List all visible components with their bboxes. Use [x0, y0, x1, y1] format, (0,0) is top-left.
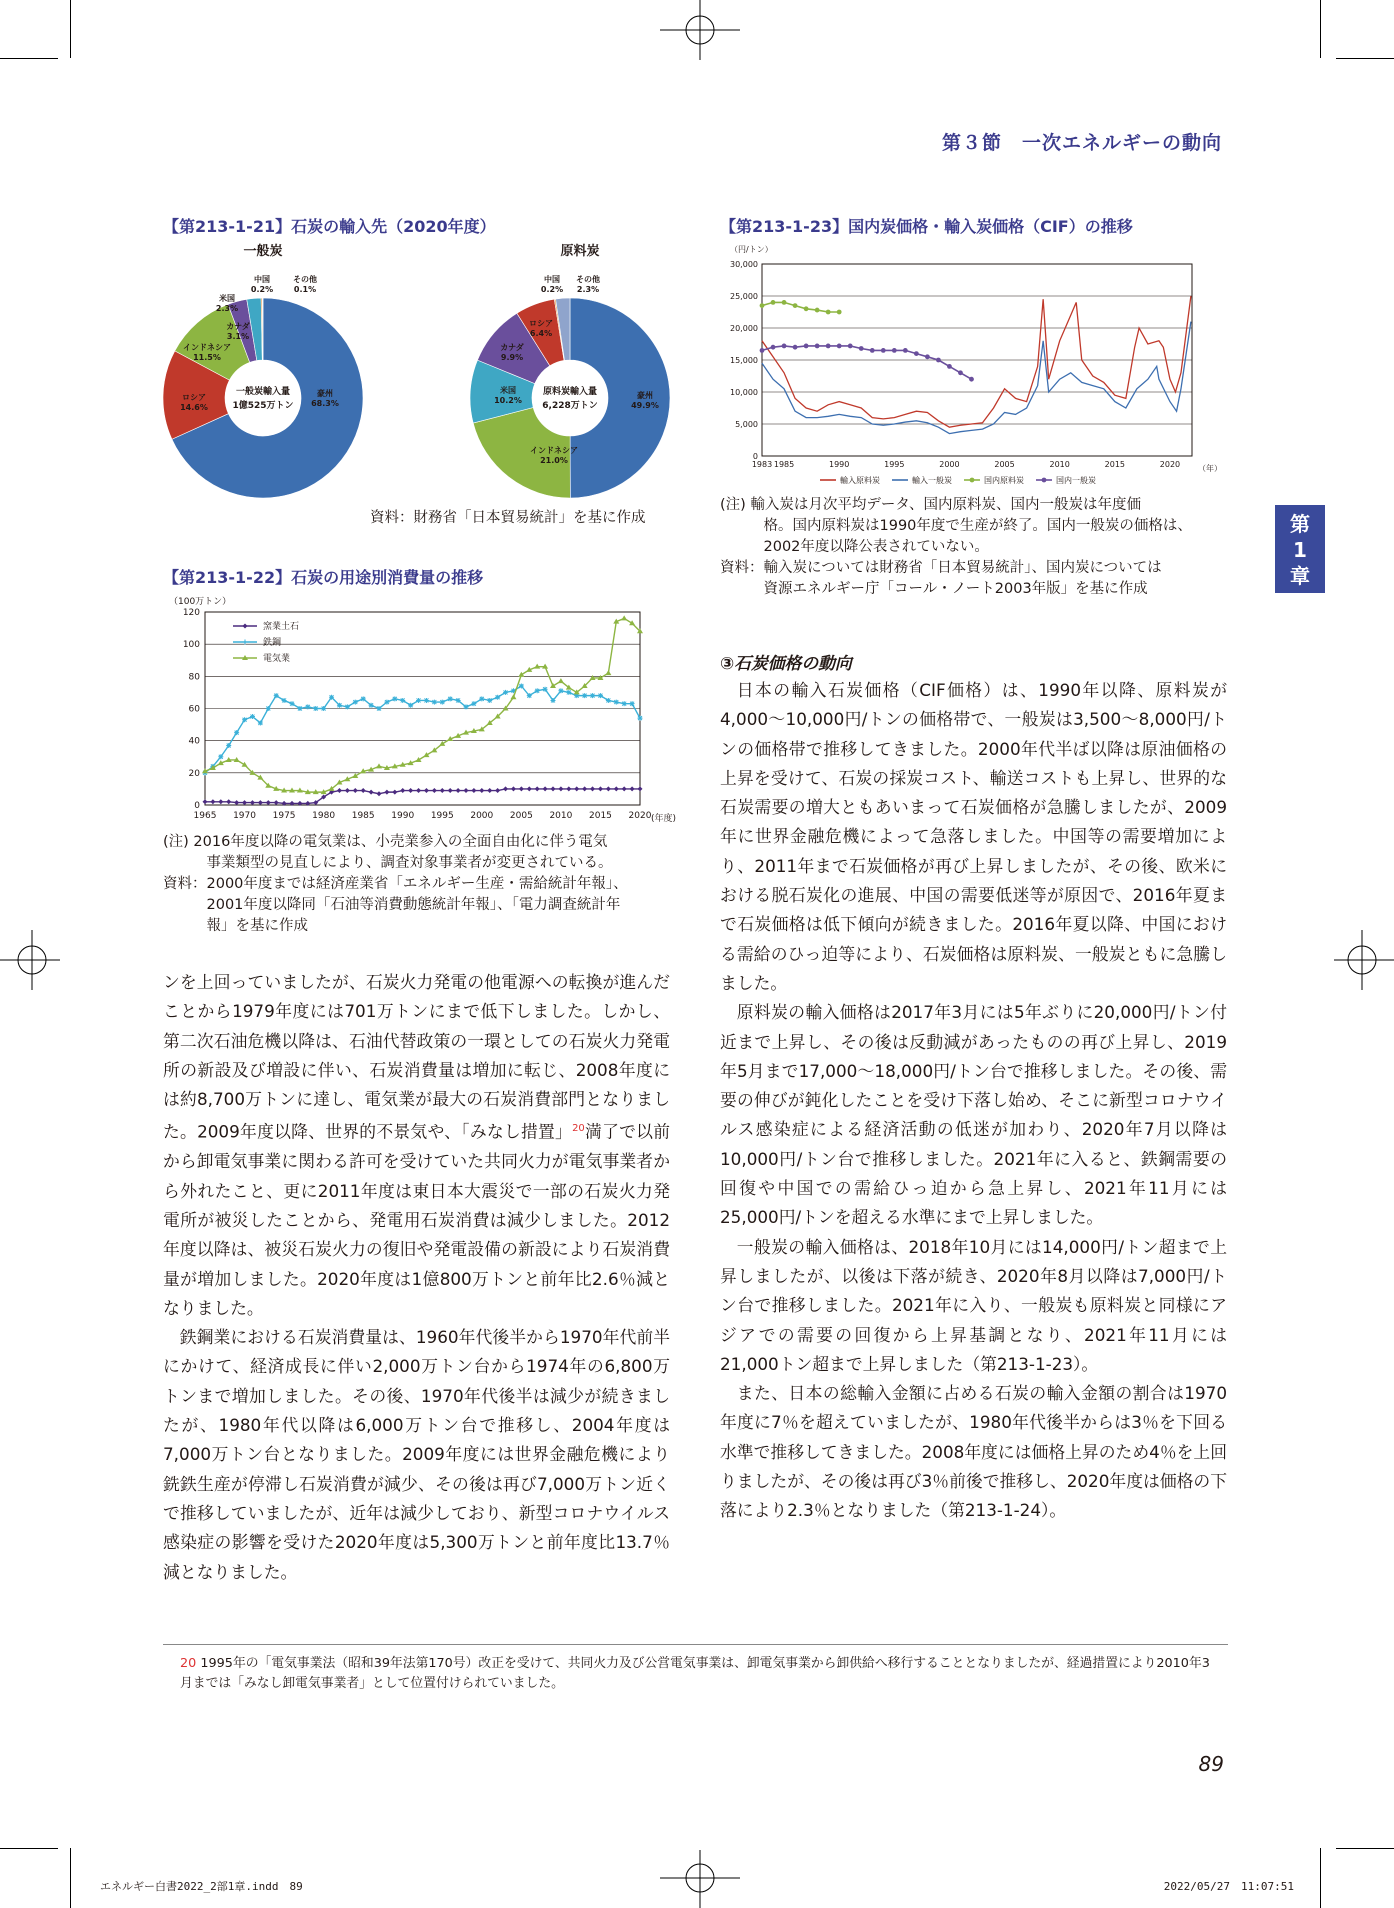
fig22-title: 【第213-1-22】石炭の用途別消費量の推移: [163, 568, 484, 587]
data-point: [881, 348, 886, 353]
x-tick-label: 1995: [430, 811, 454, 821]
data-point: [804, 306, 809, 311]
y-tick-label: 20: [188, 768, 200, 779]
pie-left-center-1: 一般炭輸入量: [235, 387, 291, 397]
x-tick-label: 1990: [828, 460, 850, 469]
fig21-title: 【第213-1-21】石炭の輸入先（2020年度）: [163, 217, 496, 236]
data-point: [793, 303, 798, 308]
y-tick-label: 120: [182, 608, 200, 618]
pie-slice-label: カナダ: [500, 343, 524, 352]
y-tick-label: 100: [182, 640, 200, 651]
data-point: [870, 348, 875, 353]
legend-label: 輸入一般炭: [912, 476, 952, 485]
data-point: [638, 716, 643, 721]
body-right-para-4: また、日本の総輸入金額に占める石炭の輸入金額の割合は1970年度に7％を超えていましたが、1980年代後半からは3％を下回る水準で推移してきました。2008年度には価格上昇のため4％を上回りましたが、その後は再び3％前後で推移し、2020年度は価格の下落により2.3％となりました（第213-1-24）。: [720, 1383, 1227, 1521]
data-point: [345, 704, 350, 709]
data-point: [282, 698, 287, 703]
data-point: [947, 364, 952, 369]
data-point: [771, 300, 776, 305]
data-point: [543, 687, 548, 692]
fig21-pie-charts: [160, 238, 680, 500]
pie-slice-label: 中国: [544, 275, 560, 284]
pie-slice-value: 0.2%: [540, 285, 564, 294]
data-point: [250, 714, 255, 719]
subhead-coal-price: ③石炭価格の動向: [720, 653, 852, 673]
footnote-divider: [163, 1644, 1228, 1645]
data-point: [464, 704, 469, 709]
data-point: [448, 696, 453, 701]
x-tick-label: 1995: [884, 460, 905, 469]
legend-marker: [970, 478, 975, 483]
data-point: [969, 377, 974, 382]
fig22-notes: (注) 2016年度以降の電気業は、小売業参入の全面自由化に伴う電気 事業類型の見直しにより、調査対象事業者が変更されている。 資料：2000年度までは経済産業省「エネルギー生産・需給統計年報」、 2001年度以降同「石油等消費動態統計年報」、「電力調査統計年 報」を基に作成: [163, 834, 628, 934]
fig23-title: 【第213-1-23】国内炭価格・輸入炭価格（CIF）の推移: [720, 217, 1133, 236]
y-tick-label: 80: [188, 672, 200, 683]
x-tick-label: 2000: [939, 460, 960, 469]
data-point: [416, 698, 421, 703]
footnote: [180, 1654, 1220, 1694]
data-point: [535, 688, 540, 693]
x-tick-label: 2005: [994, 460, 1015, 469]
data-point: [760, 303, 765, 308]
registration-mark-left: [0, 930, 60, 990]
data-point: [815, 308, 820, 313]
data-point: [848, 344, 853, 349]
data-point: [566, 690, 571, 695]
pie-slice-value: 0.1%: [293, 285, 317, 294]
chapter-tab: 第 1 章: [1275, 505, 1325, 593]
data-point: [234, 730, 239, 735]
y-tick-label: 40: [188, 736, 200, 747]
data-point: [582, 693, 587, 698]
data-point: [329, 695, 334, 700]
data-point: [400, 698, 405, 703]
x-tick-label: 2015: [589, 811, 612, 821]
fig21-source: 資料：財務省「日本貿易統計」を基に作成: [370, 510, 646, 526]
data-point: [527, 693, 532, 698]
y-tick-label: 30,000: [730, 260, 758, 269]
body-text-left: [163, 968, 670, 1587]
data-point: [837, 310, 842, 315]
data-point: [424, 698, 429, 703]
data-point: [274, 693, 279, 698]
pie-slice-value: 2.3%: [576, 285, 600, 294]
x-tick-label: 1985: [773, 460, 795, 469]
pie-slice-value: 3.1%: [226, 332, 250, 341]
pie-slice-value: 21.0%: [540, 456, 568, 465]
data-point: [590, 693, 595, 698]
data-point: [353, 700, 358, 705]
body-right-para-3: 一般炭の輸入価格は、2018年10月には14,000円/トン超まで上昇しましたが、以後は下落が続き、2020年8月以降は7,000円/トン台で推移しました。2021年に入り、一般炭も原料炭と同様にアジアでの需要の回復から上昇基調となり、2021年11月には21,000トン超まで上昇しました（第213-1-23）。: [720, 1236, 1227, 1374]
pie-slice-label: ロシア: [182, 393, 206, 402]
data-point: [258, 720, 263, 725]
pie-left-center-2: 1億525万トン: [232, 401, 294, 411]
pie-slice-value: 0.2%: [250, 285, 274, 294]
registration-mark-bottom: [660, 1850, 740, 1908]
data-point: [914, 351, 919, 356]
fig22-line-chart: [163, 592, 683, 824]
body-right-para-1: 日本の輸入石炭価格（CIF価格）は、1990年以降、原料炭が4,000～10,000円/トンの価格帯で、一般炭は3,500～8,000円/トンの価格帯で推移してきました。2000年代半ば以降は原油価格の上昇を受けて、石炭の採炭コスト、輸送コストも上昇し、世界的な石炭需要の増大ともあいまって石炭価格が急騰しましたが、2009年に世界金融危機によって急落しました。中国等の需要増加により、2011年まで石炭価格が再び上昇しましたが、その後、欧米における脱石炭化の進展、中国の需要低迷等が原因で、2016年夏まで石炭価格は低下傾向が続きました。2016年夏以降、中国における需給のひっ迫等により、石炭価格は原料炭、一般炭ともに急騰しました。: [720, 680, 1227, 993]
x-tick-label: 2005: [509, 811, 533, 821]
y-tick-label: 0: [752, 452, 758, 461]
footnote-ref-20[interactable]: 20: [572, 1123, 585, 1135]
data-point: [337, 703, 342, 708]
y-tick-label: 0: [194, 801, 200, 811]
pie-right: [470, 274, 670, 498]
footnote-number: 20: [180, 1656, 197, 1671]
body-right-para-2: 原料炭の輸入価格は2017年3月には5年ぶりに20,000円/トン付近まで上昇し、その後は反動減があったものの再び上昇し、2019年5月まで17,000～18,000円/トン台で推移しました。その後、需要の伸びが鈍化したことを受け下落し始め、そこに新型コロナウイルス感染症による経済活動の低迷が加わり、2020年7月以降は10,000円/トン台で推移しました。2021年に入ると、鉄鋼需要の回復や中国での需給ひっ迫から急上昇し、2021年11月には25,000円/トンを超える水準にまで上昇しました。: [720, 1002, 1227, 1228]
fig23-line-chart: [720, 240, 1230, 490]
x-tick-label: 1983: [751, 460, 773, 469]
fig23-notes: (注) 輸入炭は月次平均データ、国内原料炭、国内一般炭は年度価 格。国内原料炭は1990年度で生産が終了。国内一般炭の価格は、 2002年度以降公表されていない。 資料：輸入炭については財務省「日本貿易統計」、国内炭については 資源エネルギー庁「コール・ノート2003年版」を基に作成: [720, 497, 1192, 597]
y-tick-label: 20,000: [730, 324, 758, 333]
pie-slice-value: 14.6%: [180, 403, 208, 412]
y-tick-label: 60: [188, 704, 200, 715]
pie-slice-value: 9.9%: [500, 353, 524, 362]
pie-left-title: 一般炭: [243, 244, 283, 259]
pie-slice: [262, 298, 263, 360]
legend-label: 窯業土石: [263, 622, 300, 632]
section-header: 第３節 一次エネルギーの動向: [941, 132, 1222, 154]
y-tick-label: 10,000: [730, 388, 758, 397]
registration-mark-top: [660, 0, 740, 60]
pie-slice-value: 10.2%: [494, 396, 522, 405]
data-point: [479, 696, 484, 701]
data-point: [384, 700, 389, 705]
pie-left: [163, 274, 363, 498]
data-point: [361, 696, 366, 701]
pie-slice-label: 米国: [219, 294, 235, 303]
data-point: [892, 348, 897, 353]
legend-label: 輸入原料炭: [840, 476, 880, 485]
data-point: [815, 344, 820, 349]
data-point: [487, 698, 492, 703]
body-left-para-1: ンを上回っていましたが、石炭火力発電の他電源への転換が進んだことから1979年度には701万トンにまで低下しました。しかし、第二次石油危機以降は、石油代替政策の一環としての石炭火力発電所の新設及び増設に伴い、石炭消費量は増加に転じ、2008年度には約8,700万トンに達し、電気業が最大の石炭消費部門となりました。2009年度以降、世界的不景気や、「みなし措置」$^{20}$満了で以前から卸電気事業に関わる許可を受けていた共同火力が電気事業者から外れたこと、更に2011年度は東日本大震災で一部の石炭火力発電所が被災したことから、発電用石炭消費は減少しました。2012年度以降は、被災石炭火力の復旧や発電設備の新設により石炭消費量が増加しました。2020年度は1億800万トンと前年比2.6％減となりました。: [163, 972, 670, 1318]
data-point: [771, 345, 776, 350]
x-tick-label: 2020: [1159, 460, 1181, 469]
data-point: [782, 344, 787, 349]
legend-label: 国内原料炭: [984, 476, 1024, 485]
data-point: [440, 700, 445, 705]
data-point: [826, 344, 831, 349]
data-point: [471, 701, 476, 706]
data-point: [936, 358, 941, 363]
data-point: [495, 695, 500, 700]
body-left-para-2: 鉄鋼業における石炭消費量は、1960年代後半から1970年代前半にかけて、経済成長に伴い2,000万トン台から1974年の6,800万トンまで増加しました。その後、1970年代後半は減少が続きましたが、1980年代以降は6,000万トン台で推移し、2004年度は7,000万トン台となりました。2009年度には世界金融危機により銑鉄生産が停滞し石炭消費が減少、その後は再び7,000万トン近くで推移していましたが、近年は減少しており、新型コロナウイルス感染症の影響を受けた2020年度は5,300万トンと前年度比13.7％減となりました。: [163, 1327, 670, 1582]
fig23-unit: （円/トン）: [730, 245, 773, 254]
data-point: [369, 703, 374, 708]
data-point: [242, 717, 247, 722]
data-point: [782, 300, 787, 305]
x-tick-label: 1985: [351, 811, 375, 821]
pie-slice-value: 11.5%: [193, 353, 221, 362]
data-point: [925, 354, 930, 359]
pie-slice-label: 米国: [500, 386, 516, 395]
x-tick-label: 1980: [312, 811, 336, 821]
data-point: [313, 706, 318, 711]
x-tick-label: 2010: [549, 811, 573, 821]
data-point: [218, 754, 223, 759]
x-tick-label: 2020: [628, 811, 652, 821]
data-point: [377, 706, 382, 711]
data-point: [837, 344, 842, 349]
pie-slice-value: 2.3%: [215, 304, 239, 313]
data-point: [226, 743, 231, 748]
data-point: [266, 706, 271, 711]
x-tick-label: 1965: [193, 811, 217, 821]
y-tick-label: 15,000: [730, 356, 758, 365]
fig22-xunit: (年度): [651, 814, 677, 824]
data-point: [392, 696, 397, 701]
data-point: [503, 690, 508, 695]
pie-right-center-2: 6,228万トン: [542, 401, 598, 411]
pie-slice-label: その他: [293, 275, 317, 284]
pie-slice-label: インドネシア: [530, 446, 578, 455]
y-tick-label: 25,000: [730, 292, 758, 301]
pie-slice-value: 6.4%: [529, 329, 553, 338]
pie-right-title: 原料炭: [560, 244, 600, 259]
data-point: [630, 701, 635, 706]
footnote-text: 1995年の「電気事業法（昭和39年法第170号）改正を受けて、共同火力及び公営電気事業は、卸電気事業から卸供給へ移行することとなりましたが、経過措置により2010年3月までは「みなし卸電気事業者」として位置付けられていました。: [180, 1656, 1210, 1691]
y-tick-label: 5,000: [735, 420, 758, 429]
data-point: [321, 706, 326, 711]
pie-right-center-1: 原料炭輸入量: [542, 387, 598, 397]
data-point: [606, 698, 611, 703]
legend-label: 国内一般炭: [1056, 476, 1096, 485]
data-point: [519, 683, 524, 688]
data-point: [290, 701, 295, 706]
print-date-info: 2022/05/27 11:07:51: [1163, 1880, 1294, 1893]
pie-slice-label: その他: [576, 275, 600, 284]
print-file-info: エネルギー白書2022_2部1章.indd 89: [100, 1880, 303, 1893]
data-point: [408, 703, 413, 708]
pie-hole: [532, 360, 608, 436]
data-point: [305, 704, 310, 709]
data-point: [622, 701, 627, 706]
data-point: [297, 706, 302, 711]
pie-slice-label: ロシア: [529, 319, 553, 328]
data-point: [793, 345, 798, 350]
pie-slice-label: 豪州: [637, 391, 653, 400]
pie-slice-label: 中国: [254, 275, 270, 284]
data-point: [804, 344, 809, 349]
x-tick-label: 2000: [470, 811, 494, 821]
data-point: [958, 370, 963, 375]
pie-slice-value: 68.3%: [311, 399, 339, 408]
x-tick-label: 2015: [1104, 460, 1126, 469]
legend-label: 電気業: [263, 654, 291, 664]
data-point: [558, 688, 563, 693]
pie-hole: [225, 360, 301, 436]
data-point: [903, 348, 908, 353]
data-point: [760, 348, 765, 353]
data-point: [826, 310, 831, 315]
data-point: [598, 693, 603, 698]
pie-slice-label: インドネシア: [183, 343, 231, 352]
data-point: [432, 700, 437, 705]
data-point: [859, 346, 864, 351]
legend-marker: [1042, 478, 1047, 483]
legend-label: 鉄鋼: [263, 638, 282, 648]
x-tick-label: 2010: [1049, 460, 1070, 469]
data-point: [456, 698, 461, 703]
body-text-right: [720, 676, 1227, 1526]
pie-slice-label: カナダ: [226, 322, 250, 331]
pie-slice-label: 豪州: [317, 389, 333, 398]
data-point: [614, 700, 619, 705]
page-number: 89: [1198, 1752, 1224, 1776]
fig23-xunit: （年）: [1198, 464, 1222, 473]
fig22-unit: （100万トン）: [169, 597, 232, 607]
x-tick-label: 1975: [272, 811, 296, 821]
data-point: [551, 698, 556, 703]
x-tick-label: 1970: [233, 811, 256, 821]
pie-slice-value: 49.9%: [631, 401, 659, 410]
x-tick-label: 1990: [391, 811, 415, 821]
registration-mark-right: [1334, 930, 1394, 990]
